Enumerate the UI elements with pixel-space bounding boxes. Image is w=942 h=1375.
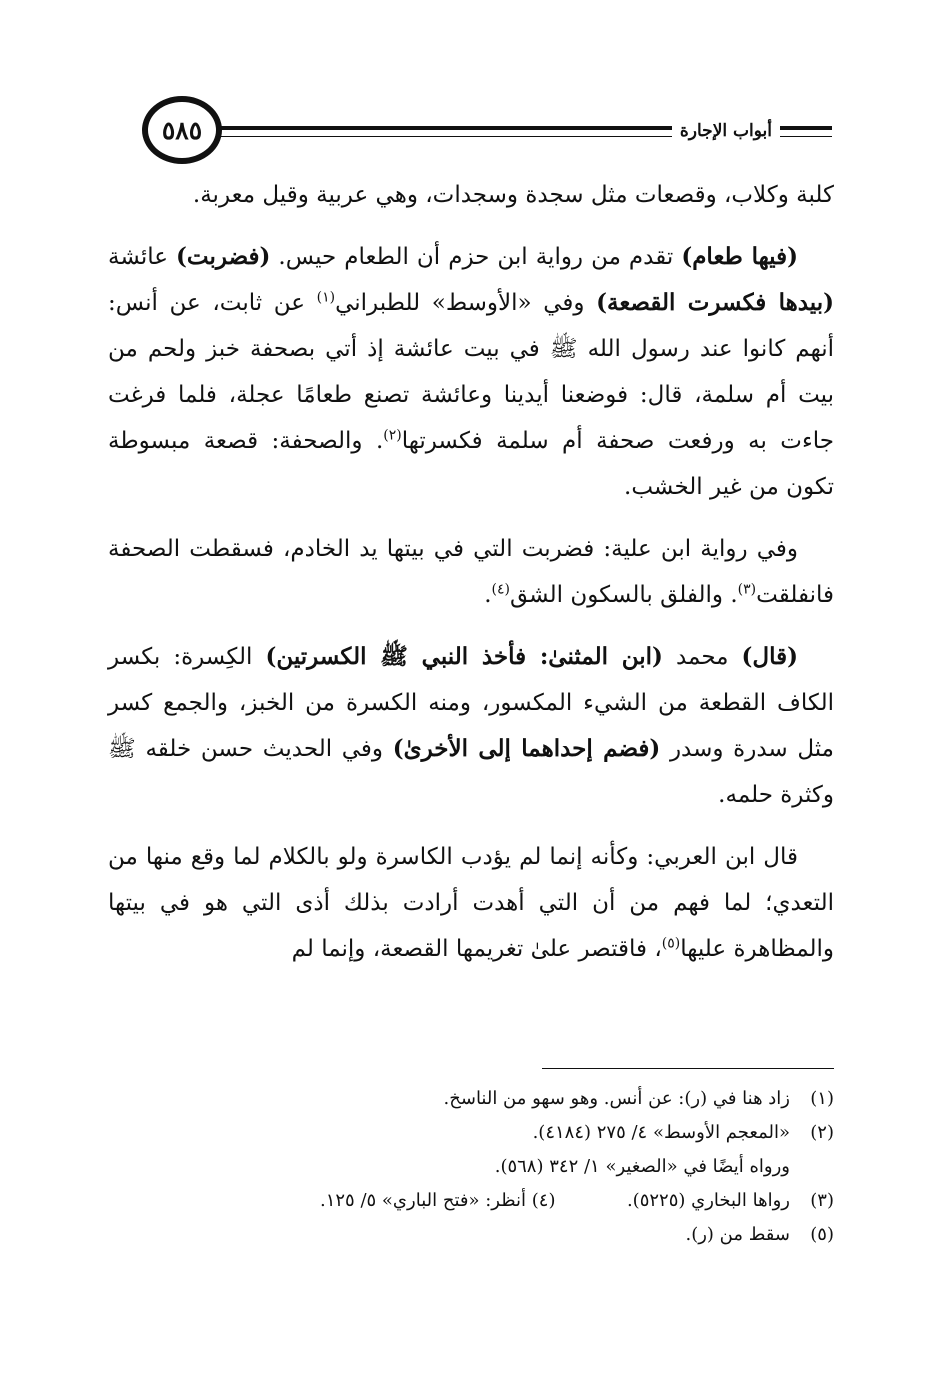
text-run: وفي «الأوسط» للطبراني bbox=[335, 290, 597, 316]
paragraph bbox=[108, 526, 834, 618]
text-run: كلبة وكلاب، وقصعات مثل سجدة وسجدات، وهي عربية وقيل معربة. bbox=[192, 182, 834, 208]
footnote-2 bbox=[108, 1116, 834, 1150]
footnote-ref: (٤) bbox=[491, 581, 510, 598]
text-run: . والفلق بالسكون الشق bbox=[509, 582, 738, 608]
text-run: وفي الحديث حسن خلقه ﷺ وكثرة حلمه. bbox=[108, 736, 834, 808]
text-run: قال ابن العربي: وكأنه إنما لم يؤدب الكاسرة ولو بالكلام لما وقع منها من التعدي؛ لما فهم من أن التي أهدت أرادت بذلك أذى التي هو في بيتها والمظاهرة عليها bbox=[108, 844, 834, 962]
footnote-number: (٢) bbox=[810, 1122, 834, 1143]
text-run: تقدم من رواية ابن حزم أن الطعام حيس. bbox=[270, 244, 682, 270]
text-run: . والصحفة: قصعة مبسوطة تكون من غير الخشب. bbox=[108, 428, 834, 500]
footnote-number: (٥) bbox=[810, 1224, 834, 1245]
footnote-ref: (٢) bbox=[383, 427, 402, 444]
footnote-ref: (٣) bbox=[737, 581, 757, 598]
main-text bbox=[108, 172, 834, 988]
footnote-5 bbox=[108, 1218, 834, 1252]
paragraph bbox=[108, 834, 834, 972]
text-run: الكِسرة: بكسر الكاف القطعة من الشيء المكسور، ومنه الكسرة من الخبز، والجمع كسر مثل سدرة وسدر bbox=[108, 644, 834, 762]
text-run: عن ثابت، عن أنس: أنهم كانوا عند رسول الله ﷺ في بيت عائشة إذ أتي بصحفة خبز ولحم من بيت أم سلمة، قال: فوضعنا أيدينا وعائشة تصنع طعامًا عجلة، فلما فرغت جاءت به ورفعت صحفة أم سلمة فكسرتها bbox=[108, 290, 834, 454]
footnote-ref: (١) bbox=[316, 289, 336, 306]
footnote-3-4 bbox=[108, 1184, 834, 1218]
footnote-text: زاد هنا في (ر): عن أنس. وهو سهو من الناسخ. bbox=[443, 1088, 790, 1109]
footnote-number: (١) bbox=[810, 1088, 834, 1109]
bold-quote: (فضم إحداهما إلى الأخرىٰ) bbox=[392, 735, 661, 762]
footnote-text: أنظر: «فتح الباري» ٥/ ١٢٥. bbox=[319, 1190, 526, 1211]
paragraph bbox=[108, 634, 834, 818]
footnote-1 bbox=[108, 1082, 834, 1116]
footnotes bbox=[108, 1082, 834, 1252]
paragraph bbox=[108, 172, 834, 218]
footnote-number: (٣) bbox=[810, 1190, 834, 1211]
text-run: وفي رواية ابن علية: فضربت التي في بيتها يد الخادم، فسقطت الصحفة فانفلقت bbox=[108, 536, 834, 608]
footnote-text: رواها البخاري (٥٢٢٥). bbox=[626, 1190, 790, 1211]
bold-quote: (ابن المثنىٰ: فأخذ النبي ﷺ الكسرتين) bbox=[265, 643, 663, 670]
page-number-badge: ٥٨٥ bbox=[142, 96, 222, 164]
footnote-text: «المعجم الأوسط» ٤/ ٢٧٥ (٤١٨٤). bbox=[532, 1122, 790, 1143]
footnote-separator bbox=[542, 1068, 834, 1069]
bold-quote: (فضربت) bbox=[176, 243, 271, 270]
footnote-2-continuation: ورواه أيضًا في «الصغير» ١/ ٣٤٢ (٥٦٨). bbox=[494, 1156, 790, 1177]
text-run: عائشة bbox=[108, 244, 177, 270]
text-run: محمد bbox=[662, 644, 742, 670]
bold-quote: (قال) bbox=[741, 643, 798, 670]
bold-quote: (فيها طعام) bbox=[681, 243, 798, 270]
footnote-number: (٤) bbox=[531, 1190, 556, 1211]
bold-quote: (بيدها فكسرت القصعة) bbox=[596, 289, 834, 316]
footnote-ref: (٥) bbox=[661, 935, 681, 952]
text-run: ، فاقتصر علىٰ تغريمها القصعة، وإنما لم bbox=[291, 936, 662, 962]
running-header bbox=[108, 96, 832, 172]
chapter-title: أبواب الإجارة bbox=[672, 120, 780, 142]
paragraph bbox=[108, 234, 834, 510]
footnote-text: سقط من (ر). bbox=[685, 1224, 790, 1245]
text-run: . bbox=[484, 582, 492, 608]
